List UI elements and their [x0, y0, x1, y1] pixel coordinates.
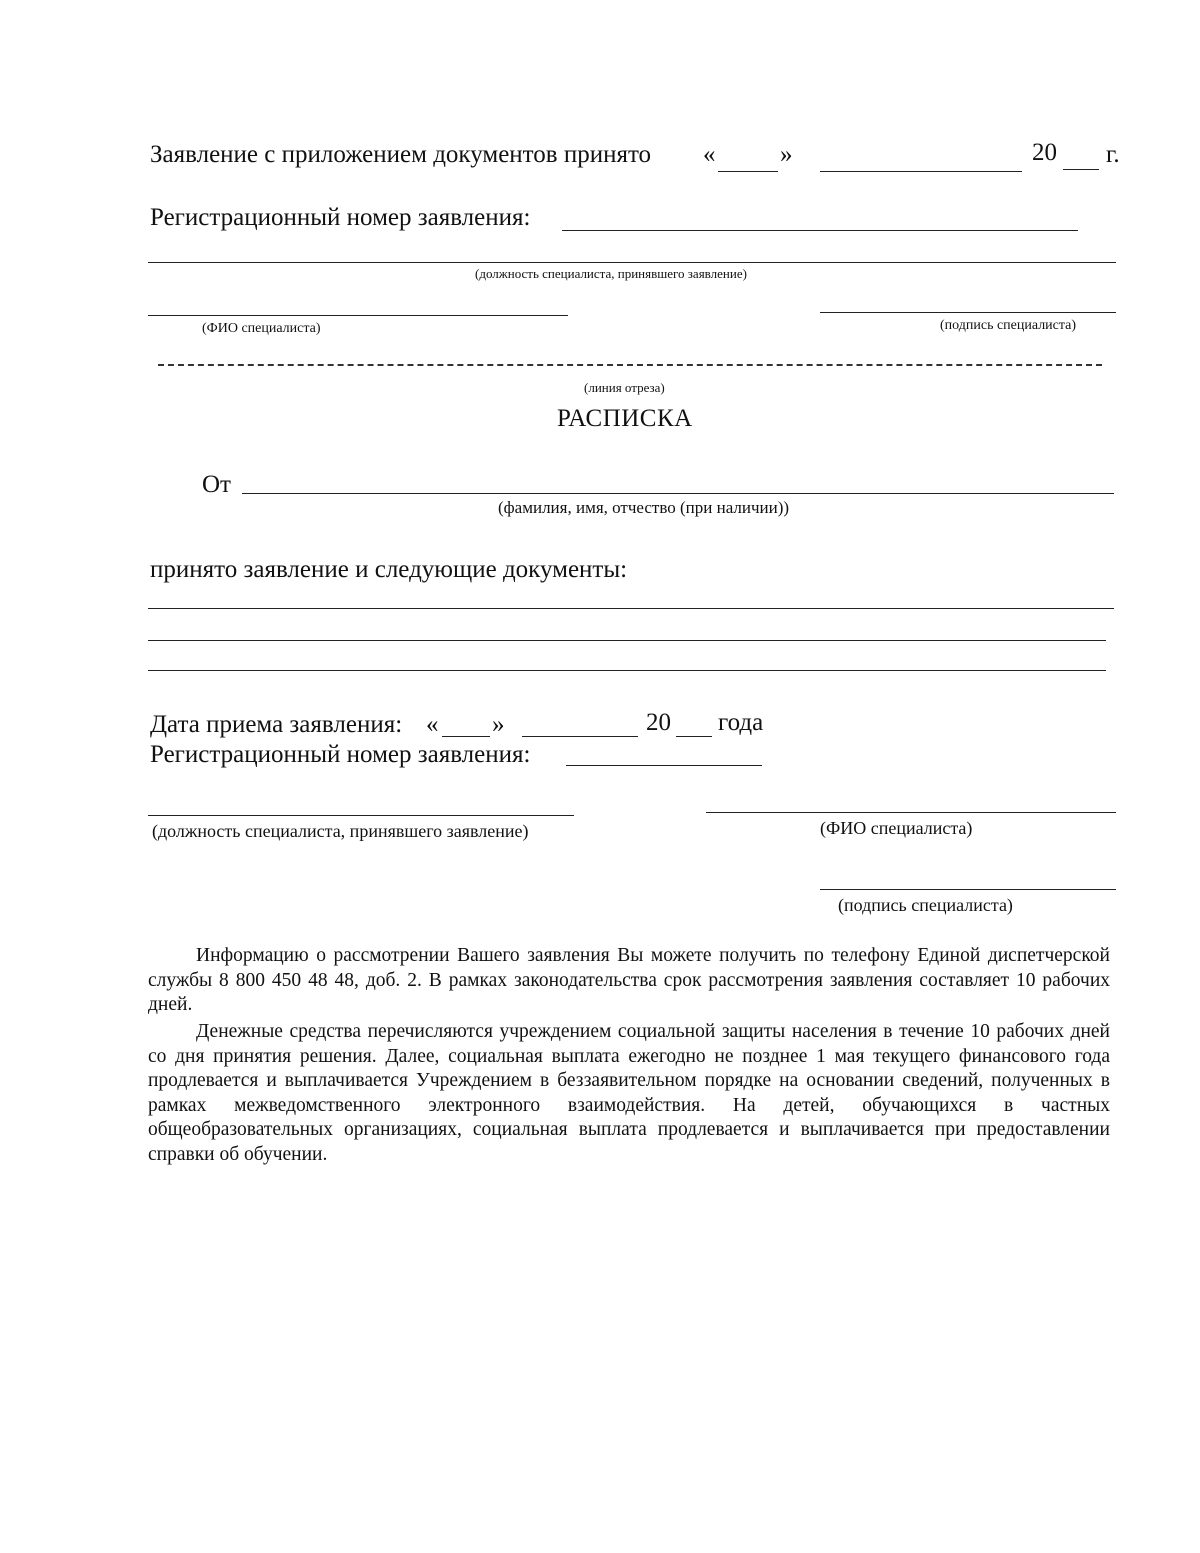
receipt-reg-number-label: Регистрационный номер заявления:	[150, 741, 531, 768]
date-close-quote: »	[780, 141, 793, 168]
fio-caption: (ФИО специалиста)	[202, 321, 321, 336]
month-field[interactable]	[820, 171, 1022, 172]
receipt-year-field[interactable]	[676, 736, 712, 737]
date-received-label: Дата приема заявления:	[150, 711, 403, 738]
date-open-quote: «	[703, 141, 716, 168]
day-field[interactable]	[718, 171, 778, 172]
reg-number-label: Регистрационный номер заявления:	[150, 204, 531, 231]
position-caption: (должность специалиста, принявшего заявление)	[475, 266, 747, 281]
year-suffix: г.	[1106, 141, 1120, 168]
cut-line	[158, 364, 1102, 366]
receipt-title: РАСПИСКА	[557, 405, 693, 432]
receipt-reg-number-field[interactable]	[566, 765, 762, 766]
accepted-label: Заявление с приложением документов принято	[150, 141, 652, 168]
receipt-fio-field[interactable]	[706, 812, 1116, 813]
docs-line-2[interactable]	[148, 640, 1106, 641]
receipt-fio-caption: (ФИО специалиста)	[820, 818, 973, 838]
receipt-year-suffix: года	[718, 709, 764, 736]
from-field[interactable]	[242, 493, 1114, 494]
year-field[interactable]	[1063, 169, 1099, 170]
info-paragraph-1: Информацию о рассмотрении Вашего заявления Вы можете получить по телефону Единой диспетчерской службы 8 800 450 48 48, доб. 2. В рамках законодательства срок рассмотрения заявления составляет 10 рабочих дней.	[148, 945, 1110, 1015]
receipt-open-quote: «	[426, 711, 439, 738]
info-paragraph-2: Денежные средства перечисляются учреждением социальной защиты населения в течение 10 рабочих дней со дня принятия решения. Далее, социальная выплата ежегодно не позднее 1 мая текущего финансового года продлевается и выплачивается Учреждением в беззаявительном порядке на основании сведений, полученных в рамках межведомственного электронного взаимодействия. На детей, обучающихся в частных общеобразовательных организациях, социальная выплата продлевается и выплачивается при предоставлении справки об обучении.	[148, 1021, 1110, 1165]
receipt-position-field[interactable]	[148, 815, 574, 816]
signature-caption: (подпись специалиста)	[940, 318, 1077, 333]
cut-caption: (линия отреза)	[584, 380, 665, 395]
year-prefix: 20	[1032, 139, 1057, 166]
receipt-day-field[interactable]	[442, 736, 490, 737]
docs-line-3[interactable]	[148, 670, 1106, 671]
receipt-signature-caption: (подпись специалиста)	[838, 895, 1013, 915]
signature-field[interactable]	[820, 312, 1116, 313]
fio-field[interactable]	[148, 315, 568, 316]
reg-number-field[interactable]	[562, 230, 1078, 231]
docs-line-1[interactable]	[148, 608, 1114, 609]
receipt-year-prefix: 20	[646, 709, 671, 736]
receipt-position-caption: (должность специалиста, принявшего заявление)	[152, 821, 529, 841]
receipt-month-field[interactable]	[522, 736, 638, 737]
receipt-signature-field[interactable]	[820, 889, 1116, 890]
docs-label: принято заявление и следующие документы:	[150, 556, 628, 583]
position-field[interactable]	[148, 262, 1116, 263]
receipt-close-quote: »	[492, 711, 505, 738]
from-caption: (фамилия, имя, отчество (при наличии))	[498, 498, 790, 517]
from-label: От	[202, 471, 231, 498]
